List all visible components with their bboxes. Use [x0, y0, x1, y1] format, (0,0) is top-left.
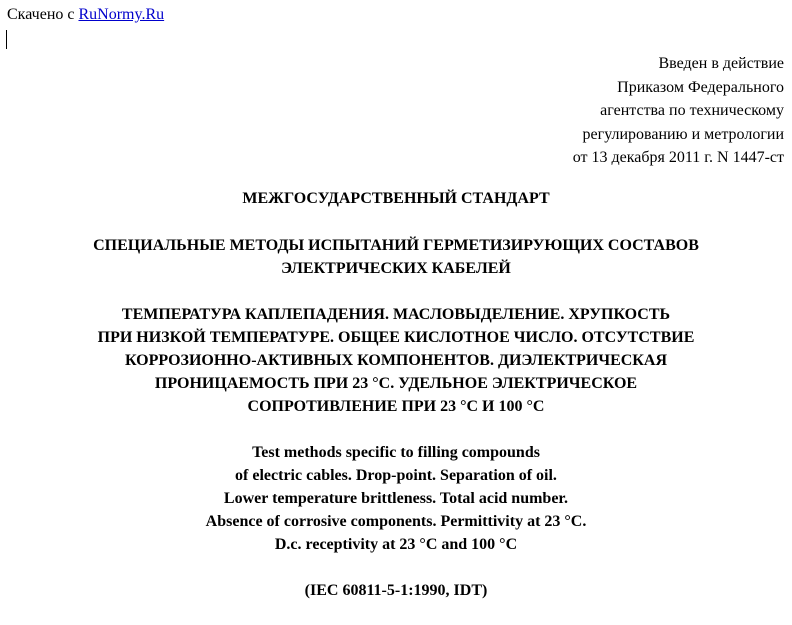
sub-title — [0, 303, 792, 418]
english-title-line: D.c. receptivity at 23 °С and 100 °С — [274, 536, 518, 553]
english-title-line: Test methods specific to filling compounds — [252, 444, 540, 461]
source-prefix: Скачено с — [7, 6, 79, 23]
english-title-line: Lower temperature brittleness. Total acid number. — [223, 490, 569, 507]
enactment-line: регулированию и метрологии — [582, 125, 784, 143]
standard-type-text: МЕЖГОСУДАРСТВЕННЫЙ СТАНДАРТ — [242, 190, 550, 207]
main-title — [0, 234, 792, 280]
enactment-line: от 13 декабря 2011 г. N 1447-ст — [572, 149, 784, 166]
english-title-line: Absence of corrosive components. Permittivity at 23 °С. — [205, 513, 587, 530]
sub-title-line: КОРРОЗИОННО-АКТИВНЫХ КОМПОНЕНТОВ. ДИЭЛЕКТРИЧЕСКАЯ — [124, 352, 668, 369]
sub-title-line: ПРОНИЦАЕМОСТЬ ПРИ 23 °С. УДЕЛЬНОЕ ЭЛЕКТРИЧЕСКОЕ — [154, 375, 638, 392]
iec-reference-text: (IEC 60811-5-1:1990, IDT) — [304, 582, 488, 599]
enactment-line: Приказом Федерального — [617, 78, 784, 96]
text-cursor — [6, 30, 7, 49]
main-title-line: СПЕЦИАЛЬНЫЕ МЕТОДЫ ИСПЫТАНИЙ ГЕРМЕТИЗИРУЮЩИХ СОСТАВОВ — [93, 237, 699, 254]
standard-type-heading — [0, 188, 792, 210]
source-line — [7, 5, 164, 25]
english-title — [0, 441, 792, 556]
main-title-line: ЭЛЕКТРИЧЕСКИХ КАБЕЛЕЙ — [281, 260, 511, 277]
sub-title-line: ТЕМПЕРАТУРА КАПЛЕПАДЕНИЯ. МАСЛОВЫДЕЛЕНИЕ. ХРУПКОСТЬ — [121, 306, 671, 323]
english-title-line: of electric cables. Drop-point. Separation of oil. — [235, 467, 557, 484]
source-link[interactable]: RuNormy.Ru — [78, 6, 165, 23]
sub-title-line: СОПРОТИВЛЕНИЕ ПРИ 23 °С И 100 °С — [247, 398, 545, 415]
enactment-line: Введен в действие — [658, 55, 784, 72]
iec-reference — [0, 579, 792, 602]
enactment-block — [384, 52, 784, 170]
sub-title-line: ПРИ НИЗКОЙ ТЕМПЕРАТУРЕ. ОБЩЕЕ КИСЛОТНОЕ ЧИСЛО. ОТСУТСТВИЕ — [97, 329, 695, 346]
enactment-line: агентства по техническому — [600, 102, 784, 119]
